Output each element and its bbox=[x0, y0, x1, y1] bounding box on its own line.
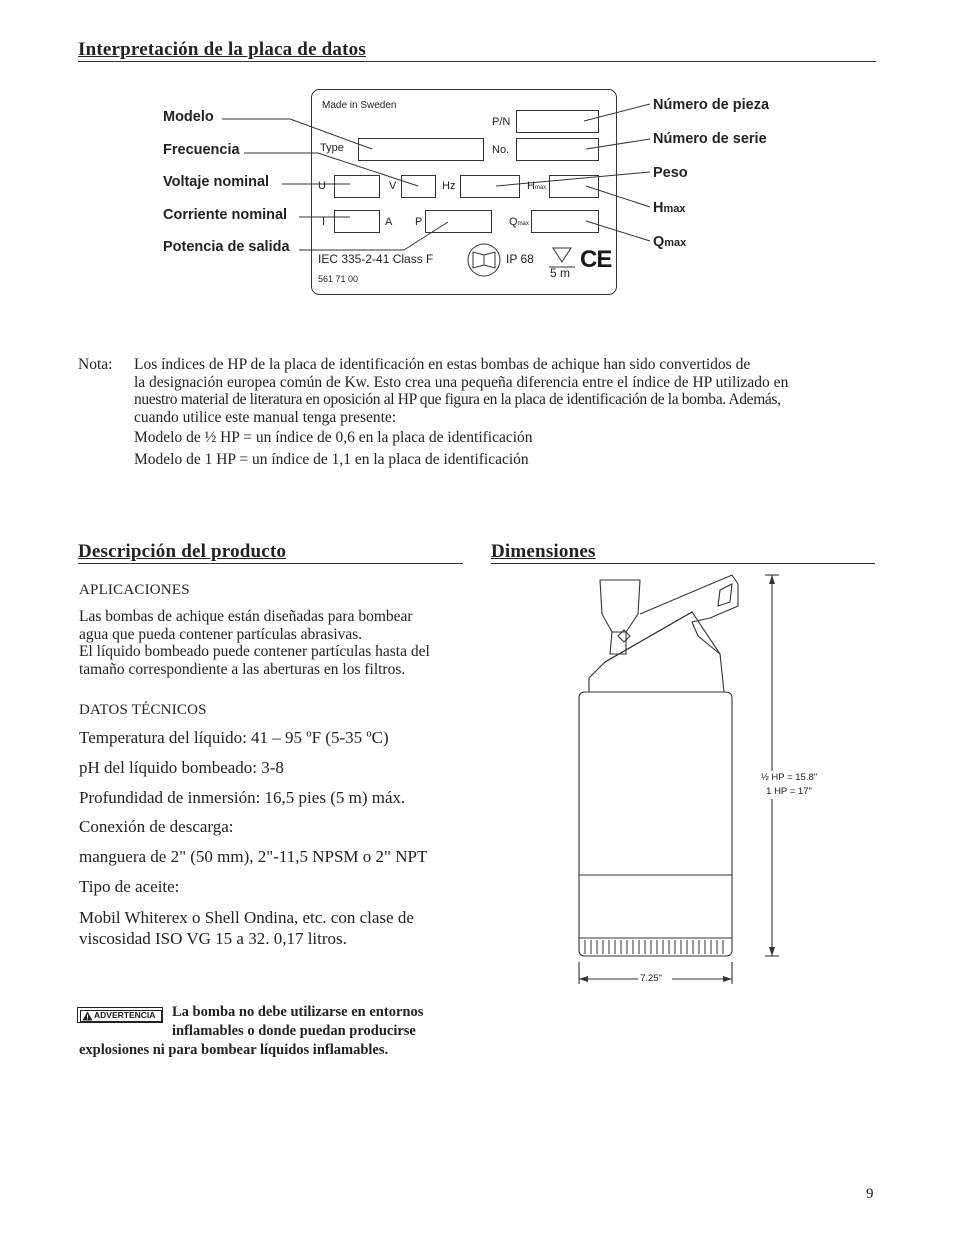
oil-line: viscosidad ISO VG 15 a 32. 0,17 litros. bbox=[79, 929, 347, 948]
nota-model-half: Modelo de ½ HP = un índice de 0,6 en la placa de identificación bbox=[134, 429, 533, 446]
plate-no-label: No. bbox=[492, 144, 510, 156]
warning-line: inflamables o donde puedan producirse bbox=[172, 1023, 416, 1039]
depth-triangle-icon bbox=[553, 248, 571, 262]
warning-line: La bomba no debe utilizarse en entornos bbox=[172, 1004, 424, 1020]
callout-potencia: Potencia de salida bbox=[163, 239, 290, 255]
warning-badge bbox=[77, 1007, 163, 1023]
plate-depth: 5 m bbox=[550, 266, 571, 280]
plate-iec: IEC 335-2-41 Class F bbox=[318, 252, 434, 266]
nota-label: Nota: bbox=[78, 356, 113, 373]
type-field bbox=[359, 139, 484, 161]
spec-oil-value bbox=[79, 907, 414, 949]
serial-field bbox=[517, 139, 599, 161]
p-field bbox=[426, 211, 492, 233]
nota-line: nuestro material de literatura en oposición al HP que figura en la placa de identificación de la bomba. Además, bbox=[134, 391, 781, 408]
nota-line: Los índices de HP de la placa de identificación en estas bombas de achique han sido convertidos de bbox=[134, 356, 751, 373]
spec-discharge-label: Conexión de descarga: bbox=[79, 817, 234, 836]
callout-corriente: Corriente nominal bbox=[163, 207, 288, 223]
callout-peso: Peso bbox=[653, 165, 688, 181]
plate-code: 561 71 00 bbox=[318, 274, 359, 284]
applications-line: Las bombas de achique están diseñadas para bombear bbox=[79, 608, 413, 625]
applications-line: tamaño correspondiente a las aberturas en los filtros. bbox=[79, 660, 406, 678]
warning-triangle-icon bbox=[82, 1011, 93, 1021]
pump-body bbox=[579, 692, 732, 938]
callout-numero-pieza: Número de pieza bbox=[653, 97, 770, 113]
plate-ip: IP 68 bbox=[506, 252, 534, 266]
plate-v-label: V bbox=[389, 180, 397, 192]
warning-badge-label: ADVERTENCIA bbox=[94, 1010, 156, 1020]
dimension-width-label: 7.25" bbox=[640, 973, 662, 984]
callout-modelo: Modelo bbox=[163, 109, 214, 125]
plate-hmax-label: Hmax bbox=[527, 180, 547, 192]
nota-model-one: Modelo de 1 HP = un índice de 1,1 en la placa de identificación bbox=[134, 451, 529, 468]
nota-text bbox=[134, 356, 854, 426]
plate-a-label: A bbox=[385, 216, 393, 228]
plate-type-label: Type bbox=[320, 142, 344, 154]
applications-line: agua que pueda contener partículas abrasivas. bbox=[79, 625, 363, 643]
spec-ph: pH del líquido bombeado: 3-8 bbox=[79, 758, 284, 777]
plate-pn-label: P/N bbox=[492, 116, 511, 128]
nameplate-diagram bbox=[0, 0, 954, 310]
section-title-dimensions: Dimensiones bbox=[491, 541, 596, 562]
plate-p-label: P bbox=[415, 216, 423, 228]
ce-mark-icon: CE bbox=[580, 246, 612, 273]
dimension-height-label bbox=[752, 771, 826, 799]
plate-i-label: I bbox=[322, 216, 326, 228]
page-number: 9 bbox=[866, 1186, 874, 1202]
warning-line: explosiones ni para bombear líquidos inflamables. bbox=[79, 1042, 389, 1058]
callout-voltaje: Voltaje nominal bbox=[163, 174, 270, 190]
plate-made-in: Made in Sweden bbox=[322, 100, 397, 111]
applications-heading: APLICACIONES bbox=[79, 582, 190, 598]
oil-line: Mobil Whiterex o Shell Ondina, etc. con clase de bbox=[79, 908, 414, 927]
section-title-plate: Interpretación de la placa de datos bbox=[78, 39, 366, 60]
spec-oil-label: Tipo de aceite: bbox=[79, 877, 180, 896]
plate-qmax-label: Qmax bbox=[509, 216, 529, 228]
callout-numero-serie: Número de serie bbox=[653, 131, 767, 147]
nota-line: cuando utilice este manual tenga presente: bbox=[134, 408, 397, 426]
section-rule-dimensions bbox=[491, 563, 875, 564]
plate-hz-label: Hz bbox=[442, 180, 456, 192]
tech-heading: DATOS TÉCNICOS bbox=[79, 702, 207, 718]
height-one-hp: 1 HP = 17" bbox=[766, 786, 812, 797]
applications-text bbox=[79, 608, 469, 678]
spec-depth: Profundidad de inmersión: 16,5 pies (5 m) máx. bbox=[79, 788, 406, 807]
nota-line: la designación europea común de Kw. Esto crea una pequeña diferencia entre el índice de HP utilizado en bbox=[134, 373, 789, 391]
section-title-product: Descripción del producto bbox=[78, 541, 287, 562]
spec-temperature: Temperatura del líquido: 41 – 95 ºF (5-35 ºC) bbox=[79, 728, 389, 747]
callout-hmax: Hmax bbox=[653, 200, 686, 216]
height-half-hp: ½ HP = 15.8" bbox=[760, 772, 818, 783]
spec-discharge-value: manguera de 2" (50 mm), 2"-11,5 NPSM o 2" NPT bbox=[79, 847, 428, 866]
plate-u-label: U bbox=[318, 180, 326, 192]
pn-field bbox=[517, 111, 599, 133]
callout-frecuencia: Frecuencia bbox=[163, 142, 240, 158]
u-field bbox=[335, 176, 380, 198]
weight-field bbox=[461, 176, 520, 198]
i-field bbox=[335, 211, 380, 233]
callout-qmax: Qmax bbox=[653, 234, 687, 250]
applications-line: El líquido bombeado puede contener partículas hasta del bbox=[79, 643, 430, 660]
hz-field bbox=[402, 176, 436, 198]
section-rule-product bbox=[78, 563, 463, 564]
